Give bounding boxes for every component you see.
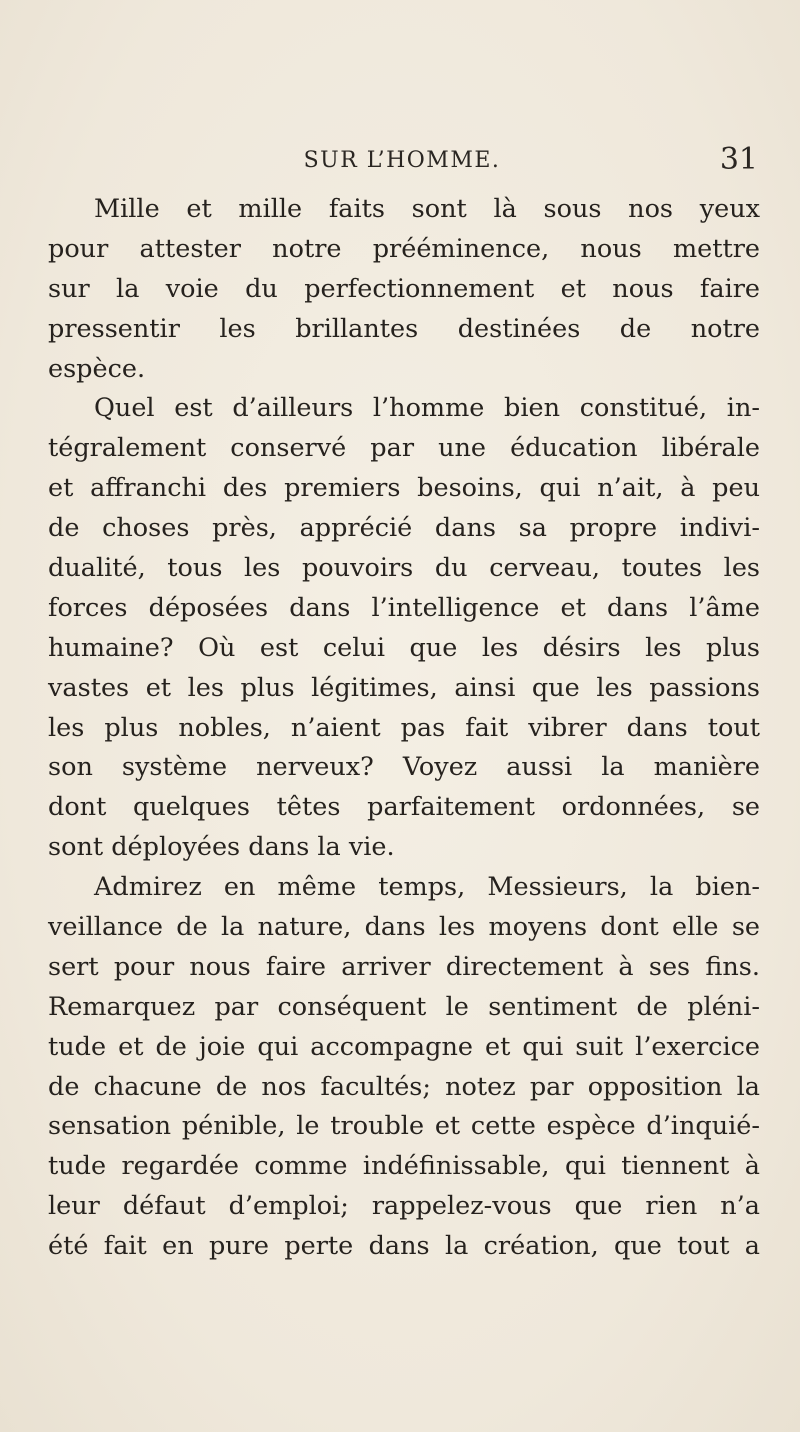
- text-line: son système nerveux? Voyez aussi la manière: [48, 752, 760, 783]
- text-line: humaine? Où est celui que les désirs les plus: [48, 632, 760, 663]
- text-line: sert pour nous faire arriver directement à ses fins.: [48, 951, 760, 982]
- text-line: pour attester notre prééminence, nous mettre: [48, 233, 760, 264]
- text-line: veillance de la nature, dans les moyens dont elle se: [48, 912, 760, 943]
- text-line: tude et de joie qui accompagne et qui suit l’exercice: [48, 1031, 760, 1062]
- text-line: dualité, tous les pouvoirs du cerveau, toutes les: [48, 553, 760, 584]
- text-line: pressentir les brillantes destinées de notre: [48, 313, 760, 344]
- text-line: Quel est d’ailleurs l’homme bien constitué, in-: [94, 393, 760, 424]
- text-line: Mille et mille faits sont là sous nos yeux: [94, 194, 760, 224]
- text-line: de choses près, apprécié dans sa propre indivi-: [48, 513, 760, 544]
- text-line: sur la voie du perfectionnement et nous faire: [48, 273, 760, 304]
- text-line: espèce.: [48, 353, 146, 384]
- page-number: 31: [719, 142, 758, 177]
- text-line: leur défaut d’emploi; rappelez-vous que rien n’a: [48, 1191, 760, 1222]
- body-text: [48, 190, 760, 1267]
- text-line: de chacune de nos facultés; notez par opposition la: [48, 1071, 760, 1102]
- running-head: SUR L’HOMME.: [303, 148, 501, 173]
- text-line: tégralement conservé par une éducation libérale: [48, 433, 760, 464]
- text-line: Remarquez par conséquent le sentiment de pléni-: [48, 991, 760, 1022]
- text-line: tude regardée comme indéfinissable, qui tiennent à: [48, 1151, 760, 1182]
- text-line: les plus nobles, n’aient pas fait vibrer dans tout: [48, 712, 760, 743]
- text-line: dont quelques têtes parfaitement ordonnées, se: [48, 792, 760, 823]
- text-line: forces déposées dans l’intelligence et dans l’âme: [48, 592, 760, 623]
- text-line: sont déployées dans la vie.: [48, 832, 395, 863]
- text-line: sensation pénible, le trouble et cette espèce d’inquié-: [48, 1111, 760, 1142]
- text-line: vastes et les plus légitimes, ainsi que les passions: [48, 672, 760, 703]
- text-line: et affranchi des premiers besoins, qui n’ait, à peu: [48, 473, 760, 504]
- text-line: Admirez en même temps, Messieurs, la bien-: [94, 872, 760, 903]
- text-line: été fait en pure perte dans la création, que tout a: [48, 1231, 760, 1262]
- page-header: [46, 142, 758, 182]
